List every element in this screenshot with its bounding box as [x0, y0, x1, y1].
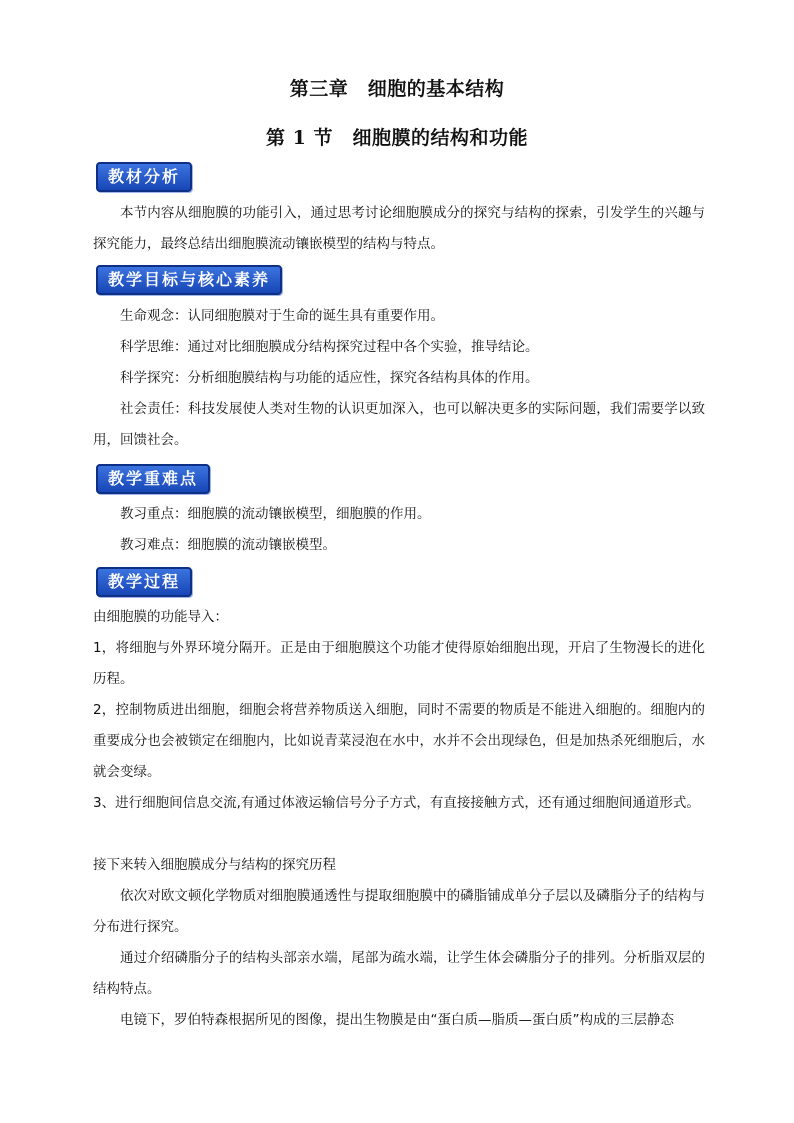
process-item-3: 3、进行细胞间信息交流,有通过体液运输信号分子方式，有直接接触方式，还有通过细胞间通道形式。 [93, 795, 700, 811]
process-paragraph: 电镜下，罗伯特森根据所见的图像，提出生物膜是由“蛋白质—脂质—蛋白质”构成的三层静态 [120, 1012, 674, 1028]
process-intro: 由细胞膜的功能导入： [93, 609, 228, 625]
process-transition: 接下来转入细胞膜成分与结构的探究历程 [93, 857, 336, 873]
objective-item: 生命观念：认同细胞膜对于生命的诞生具有重要作用。 [120, 308, 444, 324]
key-point-item: 教习重点：细胞膜的流动镶嵌模型，细胞膜的作用。 [120, 506, 431, 522]
chapter-title: 第三章 细胞的基本结构 [289, 78, 505, 100]
process-paragraph: 通过介绍磷脂分子的结构头部亲水端，尾部为疏水端，让学生体会磷脂分子的排列。分析脂双层的结构特点。 [93, 950, 705, 997]
objective-item: 科学探究：分析细胞膜结构与功能的适应性，探究各结构具体的作用。 [120, 370, 539, 386]
process-item-2: 2，控制物质进出细胞，细胞会将营养物质送入细胞，同时不需要的物质是不能进入细胞的。细胞内的重要成分也会被锁定在细胞内，比如说青菜浸泡在水中，水并不会出现绿色，但是加热杀死细胞后，水就会变绿。 [93, 702, 705, 780]
objective-item: 社会责任：科技发展使人类对生物的认识更加深入，也可以解决更多的实际问题，我们需要学以致用，回馈社会。 [93, 401, 705, 448]
process-paragraph: 依次对欧文顿化学物质对细胞膜通透性与提取细胞膜中的磷脂铺成单分子层以及磷脂分子的结构与分布进行探究。 [93, 888, 705, 935]
process-item-1: 1，将细胞与外界环境分隔开。正是由于细胞膜这个功能才使得原始细胞出现，开启了生物漫长的进化历程。 [93, 640, 705, 687]
section-title: 第 1 节 细胞膜的结构和功能 [266, 127, 528, 149]
analysis-paragraph: 本节内容从细胞膜的功能引入，通过思考讨论细胞膜成分的探究与结构的探索，引发学生的兴趣与探究能力，最终总结出细胞膜流动镶嵌模型的结构与特点。 [93, 205, 705, 252]
section-badge-analysis: 教材分析 [96, 162, 192, 192]
key-point-item: 教习难点：细胞膜的流动镶嵌模型。 [120, 537, 336, 553]
section-badge-objectives: 教学目标与核心素养 [96, 265, 282, 295]
section-badge-key-points: 教学重难点 [96, 464, 210, 494]
section-badge-process: 教学过程 [96, 567, 192, 597]
objective-item: 科学思维：通过对比细胞膜成分结构探究过程中各个实验，推导结论。 [120, 339, 539, 355]
